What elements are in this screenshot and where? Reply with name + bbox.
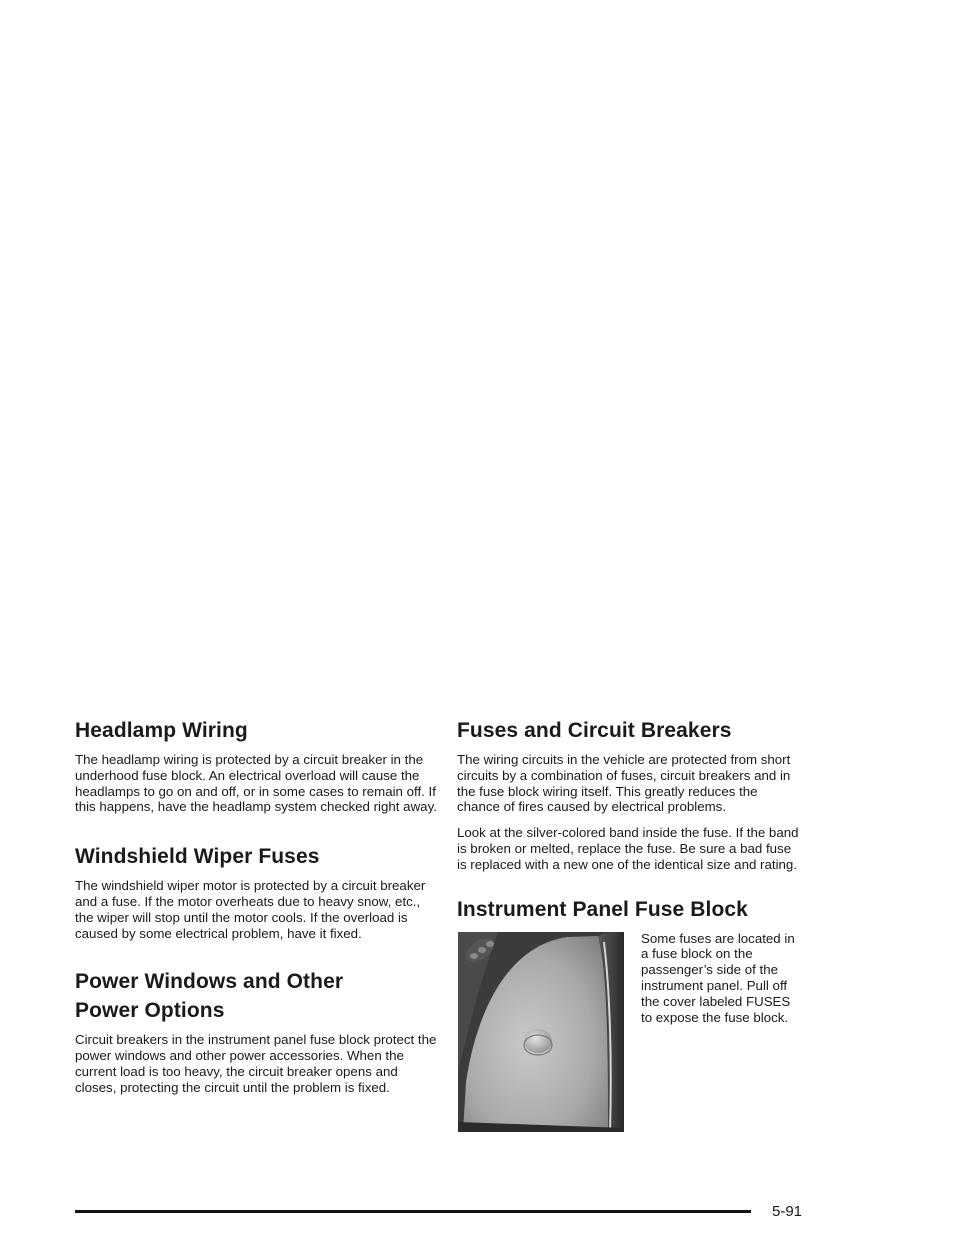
- right-column: [457, 716, 802, 1138]
- headlamp-wiring-heading: Headlamp Wiring: [75, 719, 248, 742]
- windshield-wiper-fuses-heading: Windshield Wiper Fuses: [75, 845, 320, 869]
- page-number: 5-91: [772, 1203, 803, 1220]
- windshield-wiper-fuses-text: The windshield wiper motor is protected by a circuit breaker and a fuse. If the motor overheats due to heavy snow, etc., the wiper will stop until the motor cools. If the overload is caused by some electrical problem, have it fixed.: [75, 878, 426, 941]
- fuse-block-cover-illustration: [458, 932, 624, 1132]
- fuse-block-row: [457, 932, 802, 1138]
- headlamp-wiring-text: The headlamp wiring is protected by a circuit breaker in the underhood fuse block. An electrical overload will cause the headlamps to go on and off, or in some cases to remain off. If this happens, have the headlamp system checked right away.: [75, 752, 437, 815]
- section-windshield-wiper-fuses: [75, 842, 440, 941]
- footer-rule: [75, 1210, 751, 1213]
- section-instrument-panel-fuse-block: [457, 895, 802, 1138]
- power-windows-heading-line2: Power Options: [75, 999, 225, 1023]
- instrument-panel-fuse-block-heading: Instrument Panel Fuse Block: [457, 897, 748, 921]
- section-headlamp-wiring: [75, 716, 440, 815]
- fuses-circuit-breakers-heading: Fuses and Circuit Breakers: [457, 719, 732, 742]
- instrument-panel-fuse-block-text: Some fuses are located in a fuse block on the passenger’s side of the instrument panel. Pull off the cover labeled FUSES to expose the fuse block.: [641, 930, 795, 1025]
- section-fuses-circuit-breakers: [457, 716, 802, 873]
- power-windows-heading: [75, 967, 440, 1025]
- power-windows-text: Circuit breakers in the instrument panel fuse block protect the power windows and other power accessories. When the current load is too heavy, the circuit breaker opens and closes, protecting the circuit until the problem is fixed.: [75, 1032, 437, 1095]
- left-column: [75, 716, 440, 1096]
- fuse-block-cover-photo: [458, 932, 624, 1132]
- section-power-windows: [75, 967, 440, 1095]
- fuses-circuit-breakers-text-2: Look at the silver-colored band inside the fuse. If the band is broken or melted, replace the fuse. Be sure a bad fuse is replaced with a new one of the identical size and rating.: [457, 825, 799, 872]
- fuses-circuit-breakers-text-1: The wiring circuits in the vehicle are protected from short circuits by a combination of fuses, circuit breakers and in the fuse block wiring itself. This greatly reduces the chance of fires caused by electrical problems.: [457, 752, 791, 815]
- power-windows-heading-line1: Power Windows and Other: [75, 970, 344, 994]
